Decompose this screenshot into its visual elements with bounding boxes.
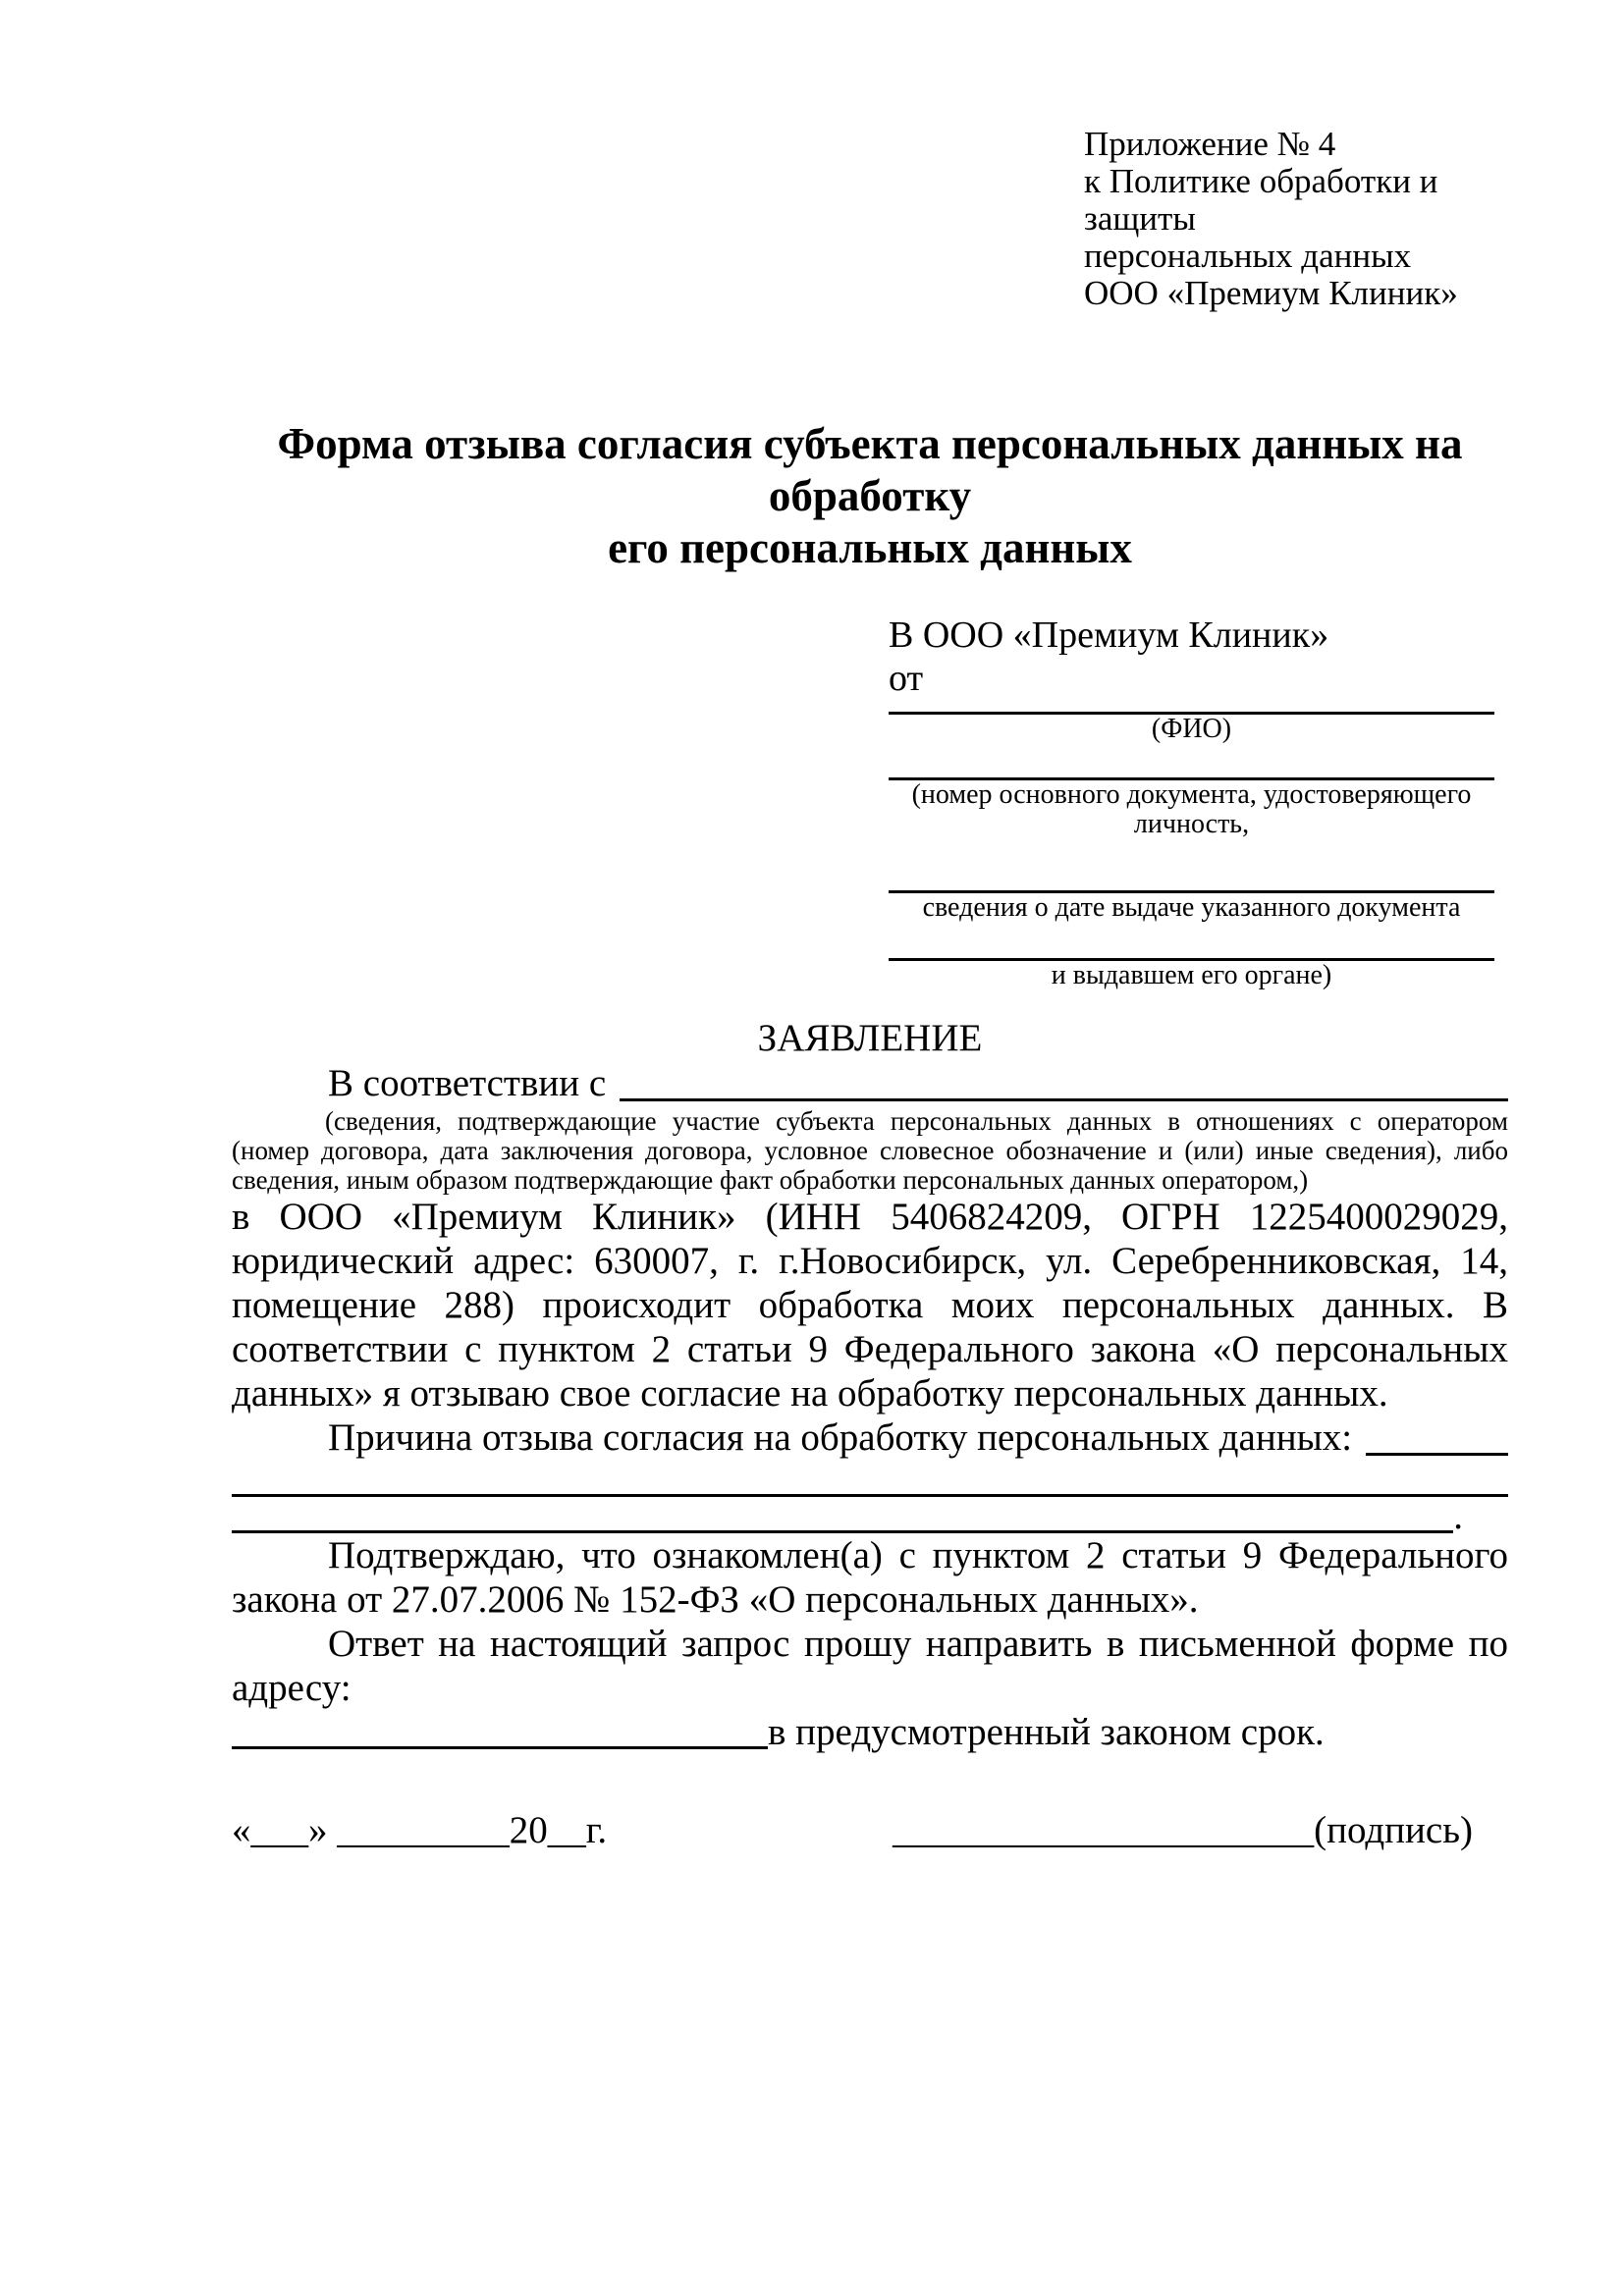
signature-caption: (подпись) (1314, 1809, 1473, 1851)
response-request-line: Ответ на настоящий запрос прошу направить в письменной форме по адресу: (232, 1623, 1508, 1709)
period-label: . (1453, 1495, 1463, 1537)
signature-group (893, 1808, 1473, 1853)
fio-blank-line (889, 700, 1494, 715)
date-line: «___» _________20__г. (232, 1809, 608, 1851)
reason-blank-row-1 (232, 1461, 1508, 1497)
issuing-authority-caption: и выдавшем его органе) (1051, 960, 1332, 990)
issue-date-caption: сведения о дате выдаче указанного документа (922, 892, 1461, 923)
response-address-blank-line (232, 1746, 768, 1749)
document-title (232, 418, 1508, 574)
id-document-blank-line (889, 766, 1494, 780)
reason-line (232, 1415, 1508, 1461)
reason-blank-line (1366, 1453, 1508, 1456)
accordance-blank-line (620, 1098, 1508, 1101)
fio-caption: (ФИО) (1151, 714, 1232, 744)
response-deadline-text: в предусмотренный законом срок. (768, 1711, 1325, 1753)
annex-line: ООО «Премиум Клиник» (1084, 274, 1458, 312)
statement-heading: ЗАЯВЛЕНИЕ (757, 1017, 983, 1059)
addressee-block (889, 614, 1494, 990)
reason-blank-row-2-line (232, 1497, 1453, 1533)
issuing-authority-blank-line (889, 946, 1494, 961)
signature-blank-line: ______________________ (893, 1809, 1315, 1851)
annex-block (1084, 126, 1508, 312)
annex-line: персональных данных (1084, 237, 1412, 275)
response-address-line (232, 1710, 1508, 1754)
reason-prefix: Причина отзыва согласия на обработку персональных данных: (328, 1416, 1353, 1459)
addressee-to: В ООО «Премиум Клиник» (889, 614, 1329, 656)
reason-blank-row-2 (232, 1495, 1508, 1537)
confirm-paragraph: Подтверждаю, что ознакомлен(а) с пунктом 2 статьи 9 Федерального закона от 27.07.2006 № 152-ФЗ «О персональных данных». (232, 1534, 1508, 1621)
accordance-prefix: В соответствии с (328, 1062, 607, 1104)
document-title-line: Форма отзыва согласия субъекта персональных данных на обработку (277, 419, 1463, 520)
addressee-from: от (889, 658, 924, 699)
issue-date-blank-line (889, 879, 1494, 893)
fine-print-note: (сведения, подтверждающие участие субъекта персональных данных в отношениях с оператором (номер договора, дата заключения договора, условное словесное обозначение и (или) иные сведения), либо сведения, иным образом подтверждающие факт обработки персональных данных оператором,) (232, 1106, 1508, 1195)
accordance-line (232, 1061, 1508, 1106)
annex-line: к Политике обработки и защиты (1084, 162, 1438, 238)
footer-row (232, 1808, 1508, 1853)
document-title-line: его персональных данных (608, 523, 1132, 572)
id-document-caption: (номер основного документа, удостоверяющего личность, (911, 779, 1472, 839)
annex-line: Приложение № 4 (1084, 125, 1336, 163)
operator-paragraph: в ООО «Премиум Клиник» (ИНН 5406824209, ОГРН 1225400029029, юридический адрес: 630007, г. г.Новосибирск, ул. Серебренниковская, 14, помещение 288) происходит обработка моих персональных данных. В соответствии с пунктом 2 статьи 9 Федерального закона «О персональных данных» я отзываю свое согласие на обработку персональных данных. (232, 1196, 1508, 1415)
